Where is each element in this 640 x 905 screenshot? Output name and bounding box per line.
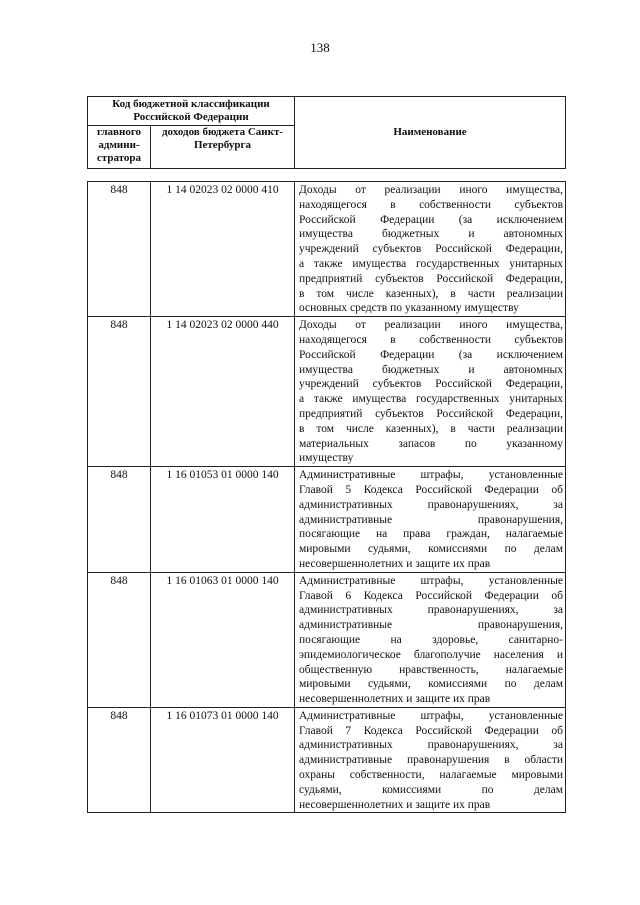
admin-code: 848 [88, 572, 151, 707]
name-line: имуществу [299, 452, 354, 465]
name-line: охраны собственности, налагаемые мировыми [299, 769, 563, 782]
name-line: Главой 5 Кодекса Российской Федерации об [299, 483, 563, 496]
name-line: несовершеннолетних и защите их прав [299, 798, 491, 811]
name-line: административных правонарушениях, за [299, 739, 563, 752]
name-line: имущества бюджетных и автономных [299, 363, 563, 376]
page-number: 138 [310, 40, 330, 55]
name-line: несовершеннолетних и защите их прав [299, 693, 491, 706]
budget-code: 1 14 02023 02 0000 440 [151, 317, 295, 467]
table-row [88, 467, 566, 573]
name-line: судьями, комиссиями по делам [299, 783, 563, 796]
name-line: в том числе казенных), в части реализации [299, 422, 563, 435]
name-line: основных средств по указанному имуществу [299, 302, 519, 315]
name-line: Административные штрафы, установленные [299, 469, 563, 482]
admin-code: 848 [88, 467, 151, 573]
table-header [87, 96, 566, 169]
name-line: посягающие на здоровье, санитарно- [299, 633, 563, 646]
income-name [295, 317, 566, 467]
income-name [295, 707, 566, 813]
income-name [295, 467, 566, 573]
budget-code: 1 14 02023 02 0000 410 [151, 182, 295, 317]
name-line: Российской Федерации (за исключением [299, 213, 563, 226]
name-line: Административные штрафы, установленные [299, 574, 563, 587]
name-line: несовершеннолетних и защите их прав [299, 557, 491, 570]
name-line: находящегося в собственности субъектов [299, 198, 563, 211]
name-line: учреждений субъектов Российской Федерации, [299, 378, 563, 391]
header-name: Наименование [295, 97, 566, 169]
admin-code: 848 [88, 317, 151, 467]
name-line: находящегося в собственности субъектов [299, 333, 563, 346]
name-line: административные правонарушения в области [299, 754, 563, 767]
budget-code-table [87, 181, 566, 813]
name-line: административных правонарушениях, за [299, 498, 563, 511]
name-line: административных правонарушениях, за [299, 604, 563, 617]
name-line: Административные штрафы, установленные [299, 709, 563, 722]
name-line: Доходы от реализации иного имущества, [299, 184, 563, 196]
table-row [88, 182, 566, 317]
name-line: предприятий субъектов Российской Федерации, [299, 407, 563, 420]
name-line: Доходы от реализации иного имущества, [299, 319, 563, 332]
name-line: а также имущества государственных унитарных [299, 393, 563, 406]
name-line: имущества бюджетных и автономных [299, 228, 563, 241]
name-line: учреждений субъектов Российской Федерации, [299, 243, 563, 256]
header-group-title: Код бюджетной классификации Российской Федерации [88, 97, 295, 126]
name-line: мировыми судьями, комиссиями по делам [299, 543, 563, 556]
budget-code: 1 16 01063 01 0000 140 [151, 572, 295, 707]
budget-code: 1 16 01073 01 0000 140 [151, 707, 295, 813]
table-row [88, 572, 566, 707]
table-row [88, 317, 566, 467]
table-row [88, 707, 566, 813]
name-line: материальных запасов по указанному [299, 437, 563, 450]
name-line: мировыми судьями, комиссиями по делам [299, 678, 563, 691]
name-line: административные правонарушения, [299, 619, 563, 632]
header-income: доходов бюджета Санкт-Петербурга [151, 126, 295, 169]
name-line: Российской Федерации (за исключением [299, 348, 563, 361]
name-line: предприятий субъектов Российской Федерации, [299, 272, 563, 285]
name-line: посягающие на права граждан, налагаемые [299, 528, 563, 541]
income-name [295, 182, 566, 317]
admin-code: 848 [88, 182, 151, 317]
income-name [295, 572, 566, 707]
name-line: Главой 6 Кодекса Российской Федерации об [299, 589, 563, 602]
name-line: в том числе казенных), в части реализации [299, 287, 563, 300]
name-line: общественную нравственность, налагаемые [299, 663, 563, 676]
budget-code: 1 16 01053 01 0000 140 [151, 467, 295, 573]
header-admin: главного админи-стратора [88, 126, 151, 169]
name-line: а также имущества государственных унитарных [299, 257, 563, 270]
name-line: административные правонарушения, [299, 513, 563, 526]
name-line: эпидемиологическое благополучие населения и [299, 648, 563, 661]
admin-code: 848 [88, 707, 151, 813]
name-line: Главой 7 Кодекса Российской Федерации об [299, 724, 563, 737]
